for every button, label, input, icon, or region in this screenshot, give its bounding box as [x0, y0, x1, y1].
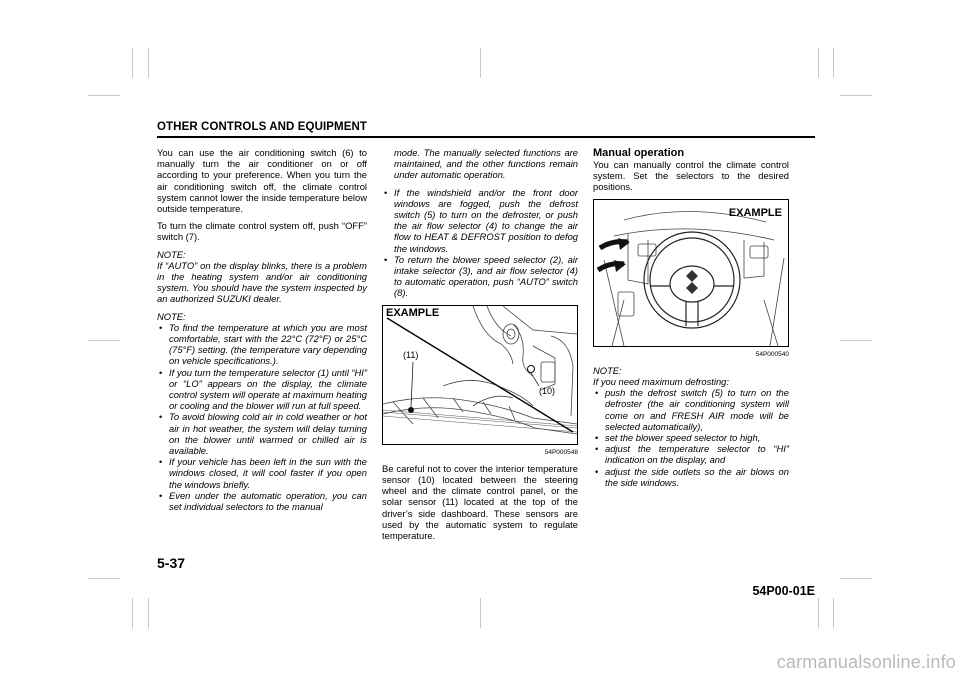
paragraph: To turn the climate control system off, push “OFF” switch (7).	[157, 220, 367, 243]
crop-mark	[88, 578, 120, 579]
column-right	[593, 147, 789, 494]
note-intro: If you need maximum defrosting:	[593, 376, 730, 388]
section-heading: Manual operation	[593, 147, 685, 159]
header-rule	[157, 136, 815, 138]
crop-mark	[88, 340, 120, 341]
crop-mark	[132, 48, 133, 78]
crop-mark	[148, 48, 149, 78]
list-item: • Even under the automatic operation, you can set individual selectors to the manual	[157, 490, 367, 512]
list-item: • adjust the temperature selector to “HI” indication on the display, and	[593, 443, 789, 465]
dashboard-illustration	[594, 200, 788, 346]
crop-mark	[818, 598, 819, 628]
paragraph: Be careful not to cover the interior temperature sensor (10) located between the steering wheel and the climate control panel, or the solar sensor (11) located at the top of the driver’s side dashboard. These sensors are used by the automatic system to regulate temperature.	[382, 462, 578, 542]
page-number: 5-37	[157, 555, 186, 571]
bullet-list	[382, 187, 578, 299]
list-item: • To find the temperature at which you are most comfortable, start with the 22°C (72°F) or 25°C (75°F) setting. (the temperature vary depending on vehicle specifications.).	[157, 322, 367, 367]
list-item: • To return the blower speed selector (2), air intake selector (3), and air flow selector (4) to automatic operation, push “AUTO” switch (8).	[382, 254, 578, 299]
crop-mark	[132, 598, 133, 628]
note-list	[593, 387, 789, 488]
callout-temperature-sensor: (10)	[539, 385, 556, 396]
list-item: • To avoid blowing cold air in cold weather or hot air in hot weather, the system will delay turning on the blower until warmed or chilled air is available.	[157, 411, 367, 456]
watermark: carmanualsonline.info	[776, 652, 956, 672]
list-item: • push the defrost switch (5) to turn on the defroster (the air conditioning system will come on and FRESH AIR mode will be selected automatically),	[593, 387, 789, 432]
figure-code: 54P000548	[544, 448, 578, 456]
document-code: 54P00-01E	[752, 584, 815, 598]
list-item: • set the blower speed selector to high,	[593, 432, 789, 443]
crop-mark	[148, 598, 149, 628]
list-item: • If the windshield and/or the front door windows are fogged, push the defrost switch (5) to turn on the defroster, or push the air flow selector (4) to change the air flow to HEAT & DEFROST position to defog the windows.	[382, 187, 578, 254]
crop-mark	[818, 48, 819, 78]
callout-solar-sensor: (11)	[403, 349, 419, 360]
list-item: • adjust the side outlets so the air blows on the side windows.	[593, 466, 789, 488]
crop-mark	[833, 598, 834, 628]
crop-mark	[480, 48, 481, 78]
paragraph: You can use the air conditioning switch (6) to manually turn the air conditioner on or off according to your preference. When you turn the air conditioning switch off, the climate control system cannot lower the inside temperature below outside temperature.	[157, 147, 367, 215]
paragraph: You can manually control the climate control system. Set the selectors to the desired positions.	[593, 159, 789, 193]
section-title: OTHER CONTROLS AND EQUIPMENT	[157, 121, 368, 133]
sensor-figure	[382, 305, 578, 445]
crop-mark	[833, 48, 834, 78]
note-label: NOTE:	[593, 364, 622, 376]
figure-label: EXAMPLE	[728, 206, 782, 219]
paragraph: mode. The manually selected functions are maintained, and the other functions remain under automatic operation.	[394, 147, 578, 181]
list-item: • If you turn the temperature selector (1) until “HI” or “LO” appears on the display, the climate control system will operate at maximum heating or cooling and the blower will run at full speed.	[157, 367, 367, 412]
crop-mark	[840, 340, 872, 341]
note-label: NOTE:	[157, 248, 186, 260]
crop-mark	[88, 95, 120, 96]
note-label: NOTE:	[157, 310, 186, 322]
crop-mark	[480, 598, 481, 628]
note-list	[157, 322, 367, 512]
figure-label: EXAMPLE	[386, 306, 440, 319]
dashboard-figure	[593, 199, 789, 347]
sensor-illustration	[383, 306, 577, 444]
figure-code: 54P000540	[755, 350, 789, 358]
column-middle	[382, 147, 578, 547]
list-item: • If your vehicle has been left in the sun with the windows closed, it will cool faster if you open the windows briefly.	[157, 456, 367, 490]
crop-mark	[840, 95, 872, 96]
note-text: If “AUTO” on the display blinks, there is a problem in the heating system and/or air conditioning system. You should have the system inspected by an authorized SUZUKI dealer.	[157, 259, 367, 305]
crop-mark	[840, 578, 872, 579]
column-left	[157, 147, 367, 518]
